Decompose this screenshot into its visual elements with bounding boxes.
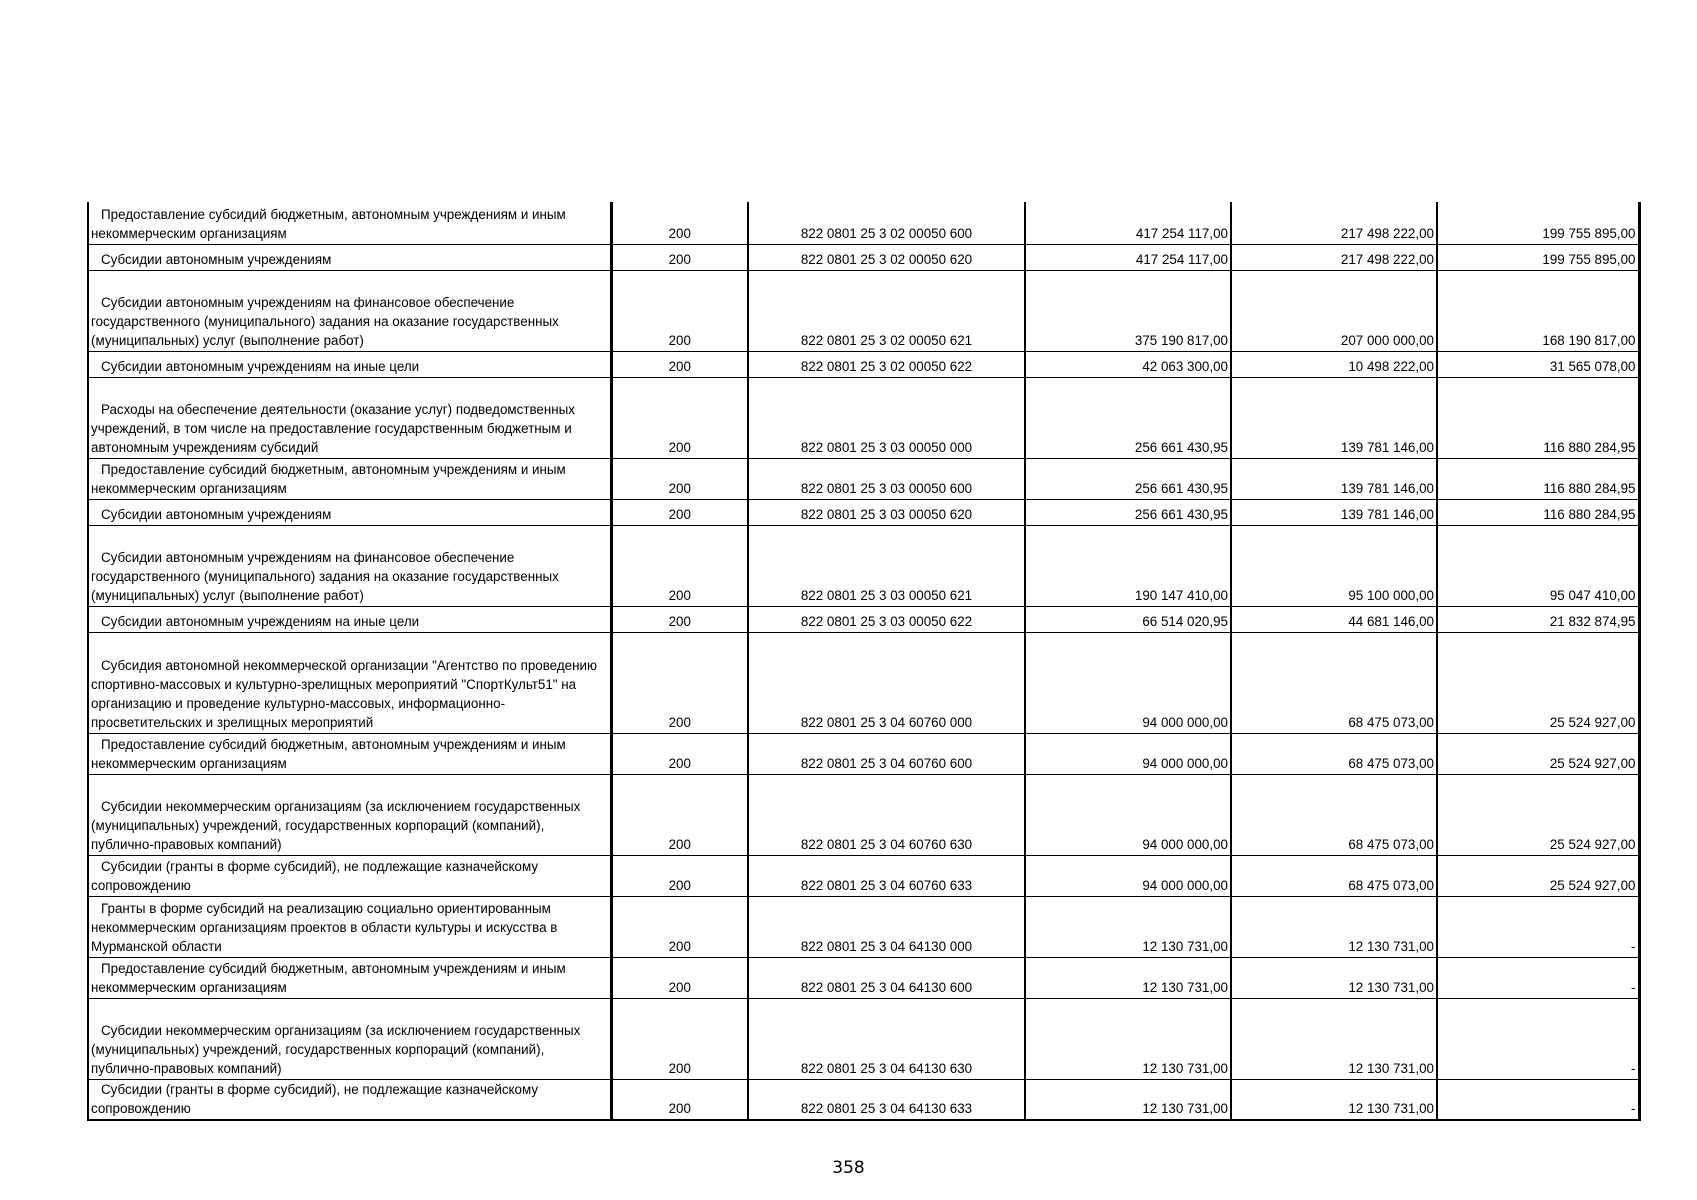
- table-row: [88, 499, 1639, 525]
- row-name: Субсидии (гранты в форме субсидий), не подлежащие казначейскому сопровождению: [88, 855, 611, 896]
- table-row: [88, 606, 1639, 632]
- row-amount-1: 94 000 000,00: [1025, 855, 1231, 896]
- row-amount-1: 12 130 731,00: [1025, 998, 1231, 1079]
- row-amount-1: 417 254 117,00: [1025, 202, 1231, 244]
- table-row: [88, 525, 1639, 606]
- row-amount-3: 25 524 927,00: [1437, 632, 1639, 733]
- row-budget-code: 822 0801 25 3 04 60760 600: [748, 733, 1025, 774]
- row-amount-3: -: [1437, 1079, 1639, 1120]
- row-amount-2: 95 100 000,00: [1231, 525, 1437, 606]
- row-budget-code: 822 0801 25 3 03 00050 620: [748, 499, 1025, 525]
- row-name: Субсидии автономным учреждениям на финансовое обеспечение государственного (муниципального) задания на оказание государственных (муниципальных) услуг (выполнение работ): [88, 525, 611, 606]
- table-row: [88, 244, 1639, 270]
- row-budget-code: 822 0801 25 3 02 00050 600: [748, 202, 1025, 244]
- row-admin-code: 200: [611, 896, 748, 957]
- row-amount-3: 25 524 927,00: [1437, 733, 1639, 774]
- table-row: [88, 998, 1639, 1079]
- row-amount-2: 139 781 146,00: [1231, 377, 1437, 458]
- row-amount-3: -: [1437, 896, 1639, 957]
- row-amount-2: 68 475 073,00: [1231, 855, 1437, 896]
- row-admin-code: 200: [611, 270, 748, 351]
- row-budget-code: 822 0801 25 3 03 00050 621: [748, 525, 1025, 606]
- row-amount-2: 139 781 146,00: [1231, 458, 1437, 499]
- row-admin-code: 200: [611, 1079, 748, 1120]
- row-name: Субсидии (гранты в форме субсидий), не подлежащие казначейскому сопровождению: [88, 1079, 611, 1120]
- row-amount-3: 199 755 895,00: [1437, 202, 1639, 244]
- row-amount-2: 68 475 073,00: [1231, 733, 1437, 774]
- page-number: 358: [832, 1158, 865, 1178]
- table-row: [88, 632, 1639, 733]
- row-admin-code: 200: [611, 855, 748, 896]
- row-admin-code: 200: [611, 525, 748, 606]
- row-budget-code: 822 0801 25 3 02 00050 620: [748, 244, 1025, 270]
- budget-table: [87, 202, 1641, 1121]
- row-budget-code: 822 0801 25 3 04 64130 633: [748, 1079, 1025, 1120]
- row-name: Субсидия автономной некоммерческой организации "Агентство по проведению спортивно-массовых и культурно-зрелищных мероприятий "СпортКульт51" на организацию и проведение культурно-массовых, информационно-просветительских и зрелищных мероприятий: [88, 632, 611, 733]
- row-amount-2: 217 498 222,00: [1231, 244, 1437, 270]
- row-name: Субсидии автономным учреждениям на финансовое обеспечение государственного (муниципального) задания на оказание государственных (муниципальных) услуг (выполнение работ): [88, 270, 611, 351]
- row-amount-1: 94 000 000,00: [1025, 733, 1231, 774]
- row-amount-2: 12 130 731,00: [1231, 957, 1437, 998]
- row-name: Гранты в форме субсидий на реализацию социально ориентированным некоммерческим организациям проектов в области культуры и искусства в Мурманской области: [88, 896, 611, 957]
- row-amount-2: 68 475 073,00: [1231, 632, 1437, 733]
- row-amount-3: 116 880 284,95: [1437, 377, 1639, 458]
- row-amount-1: 190 147 410,00: [1025, 525, 1231, 606]
- row-admin-code: 200: [611, 244, 748, 270]
- row-amount-3: 21 832 874,95: [1437, 606, 1639, 632]
- row-name: Предоставление субсидий бюджетным, автономным учреждениям и иным некоммерческим организациям: [88, 458, 611, 499]
- row-amount-3: -: [1437, 998, 1639, 1079]
- row-admin-code: 200: [611, 733, 748, 774]
- table-row: [88, 733, 1639, 774]
- row-amount-3: 25 524 927,00: [1437, 855, 1639, 896]
- table-row: [88, 202, 1639, 244]
- table-row: [88, 1079, 1639, 1120]
- table-body: [88, 202, 1639, 1120]
- table-row: [88, 458, 1639, 499]
- row-amount-1: 66 514 020,95: [1025, 606, 1231, 632]
- row-amount-3: 95 047 410,00: [1437, 525, 1639, 606]
- row-amount-1: 256 661 430,95: [1025, 377, 1231, 458]
- row-amount-1: 94 000 000,00: [1025, 632, 1231, 733]
- row-budget-code: 822 0801 25 3 03 00050 000: [748, 377, 1025, 458]
- row-budget-code: 822 0801 25 3 02 00050 622: [748, 351, 1025, 377]
- row-amount-2: 139 781 146,00: [1231, 499, 1437, 525]
- row-budget-code: 822 0801 25 3 04 60760 000: [748, 632, 1025, 733]
- row-amount-2: 207 000 000,00: [1231, 270, 1437, 351]
- table-row: [88, 896, 1639, 957]
- table-row: [88, 270, 1639, 351]
- row-amount-1: 256 661 430,95: [1025, 499, 1231, 525]
- row-budget-code: 822 0801 25 3 04 64130 000: [748, 896, 1025, 957]
- row-admin-code: 200: [611, 957, 748, 998]
- row-budget-code: 822 0801 25 3 03 00050 600: [748, 458, 1025, 499]
- row-amount-2: 44 681 146,00: [1231, 606, 1437, 632]
- row-name: Субсидии автономным учреждениям на иные цели: [88, 351, 611, 377]
- row-name: Предоставление субсидий бюджетным, автономным учреждениям и иным некоммерческим организациям: [88, 733, 611, 774]
- row-admin-code: 200: [611, 998, 748, 1079]
- row-budget-code: 822 0801 25 3 02 00050 621: [748, 270, 1025, 351]
- row-amount-1: 12 130 731,00: [1025, 896, 1231, 957]
- row-name: Предоставление субсидий бюджетным, автономным учреждениям и иным некоммерческим организациям: [88, 957, 611, 998]
- row-amount-1: 375 190 817,00: [1025, 270, 1231, 351]
- row-budget-code: 822 0801 25 3 04 60760 633: [748, 855, 1025, 896]
- table-row: [88, 957, 1639, 998]
- row-amount-2: 12 130 731,00: [1231, 896, 1437, 957]
- row-admin-code: 200: [611, 377, 748, 458]
- row-amount-2: 10 498 222,00: [1231, 351, 1437, 377]
- table-row: [88, 351, 1639, 377]
- row-name: Субсидии автономным учреждениям на иные цели: [88, 606, 611, 632]
- row-budget-code: 822 0801 25 3 04 64130 630: [748, 998, 1025, 1079]
- row-amount-3: -: [1437, 957, 1639, 998]
- table-row: [88, 774, 1639, 855]
- row-budget-code: 822 0801 25 3 03 00050 622: [748, 606, 1025, 632]
- row-amount-1: 256 661 430,95: [1025, 458, 1231, 499]
- row-budget-code: 822 0801 25 3 04 60760 630: [748, 774, 1025, 855]
- row-name: Субсидии автономным учреждениям: [88, 244, 611, 270]
- row-amount-1: 417 254 117,00: [1025, 244, 1231, 270]
- row-name: Субсидии автономным учреждениям: [88, 499, 611, 525]
- row-amount-3: 116 880 284,95: [1437, 458, 1639, 499]
- row-amount-1: 12 130 731,00: [1025, 1079, 1231, 1120]
- row-admin-code: 200: [611, 774, 748, 855]
- row-amount-3: 25 524 927,00: [1437, 774, 1639, 855]
- row-admin-code: 200: [611, 458, 748, 499]
- row-amount-1: 42 063 300,00: [1025, 351, 1231, 377]
- row-amount-3: 116 880 284,95: [1437, 499, 1639, 525]
- row-admin-code: 200: [611, 632, 748, 733]
- row-amount-3: 168 190 817,00: [1437, 270, 1639, 351]
- row-amount-3: 199 755 895,00: [1437, 244, 1639, 270]
- row-amount-2: 68 475 073,00: [1231, 774, 1437, 855]
- table-row: [88, 855, 1639, 896]
- row-amount-2: 217 498 222,00: [1231, 202, 1437, 244]
- row-admin-code: 200: [611, 351, 748, 377]
- table-row: [88, 377, 1639, 458]
- row-amount-1: 94 000 000,00: [1025, 774, 1231, 855]
- row-admin-code: 200: [611, 499, 748, 525]
- row-name: Субсидии некоммерческим организациям (за исключением государственных (муниципальных) учреждений, государственных корпораций (компаний), публично-правовых компаний): [88, 774, 611, 855]
- row-admin-code: 200: [611, 202, 748, 244]
- row-name: Субсидии некоммерческим организациям (за исключением государственных (муниципальных) учреждений, государственных корпораций (компаний), публично-правовых компаний): [88, 998, 611, 1079]
- row-name: Предоставление субсидий бюджетным, автономным учреждениям и иным некоммерческим организациям: [88, 202, 611, 244]
- row-amount-2: 12 130 731,00: [1231, 998, 1437, 1079]
- row-amount-2: 12 130 731,00: [1231, 1079, 1437, 1120]
- row-budget-code: 822 0801 25 3 04 64130 600: [748, 957, 1025, 998]
- row-name: Расходы на обеспечение деятельности (оказание услуг) подведомственных учреждений, в том числе на предоставление государственным бюджетным и автономным учреждениям субсидий: [88, 377, 611, 458]
- row-admin-code: 200: [611, 606, 748, 632]
- row-amount-3: 31 565 078,00: [1437, 351, 1639, 377]
- row-amount-1: 12 130 731,00: [1025, 957, 1231, 998]
